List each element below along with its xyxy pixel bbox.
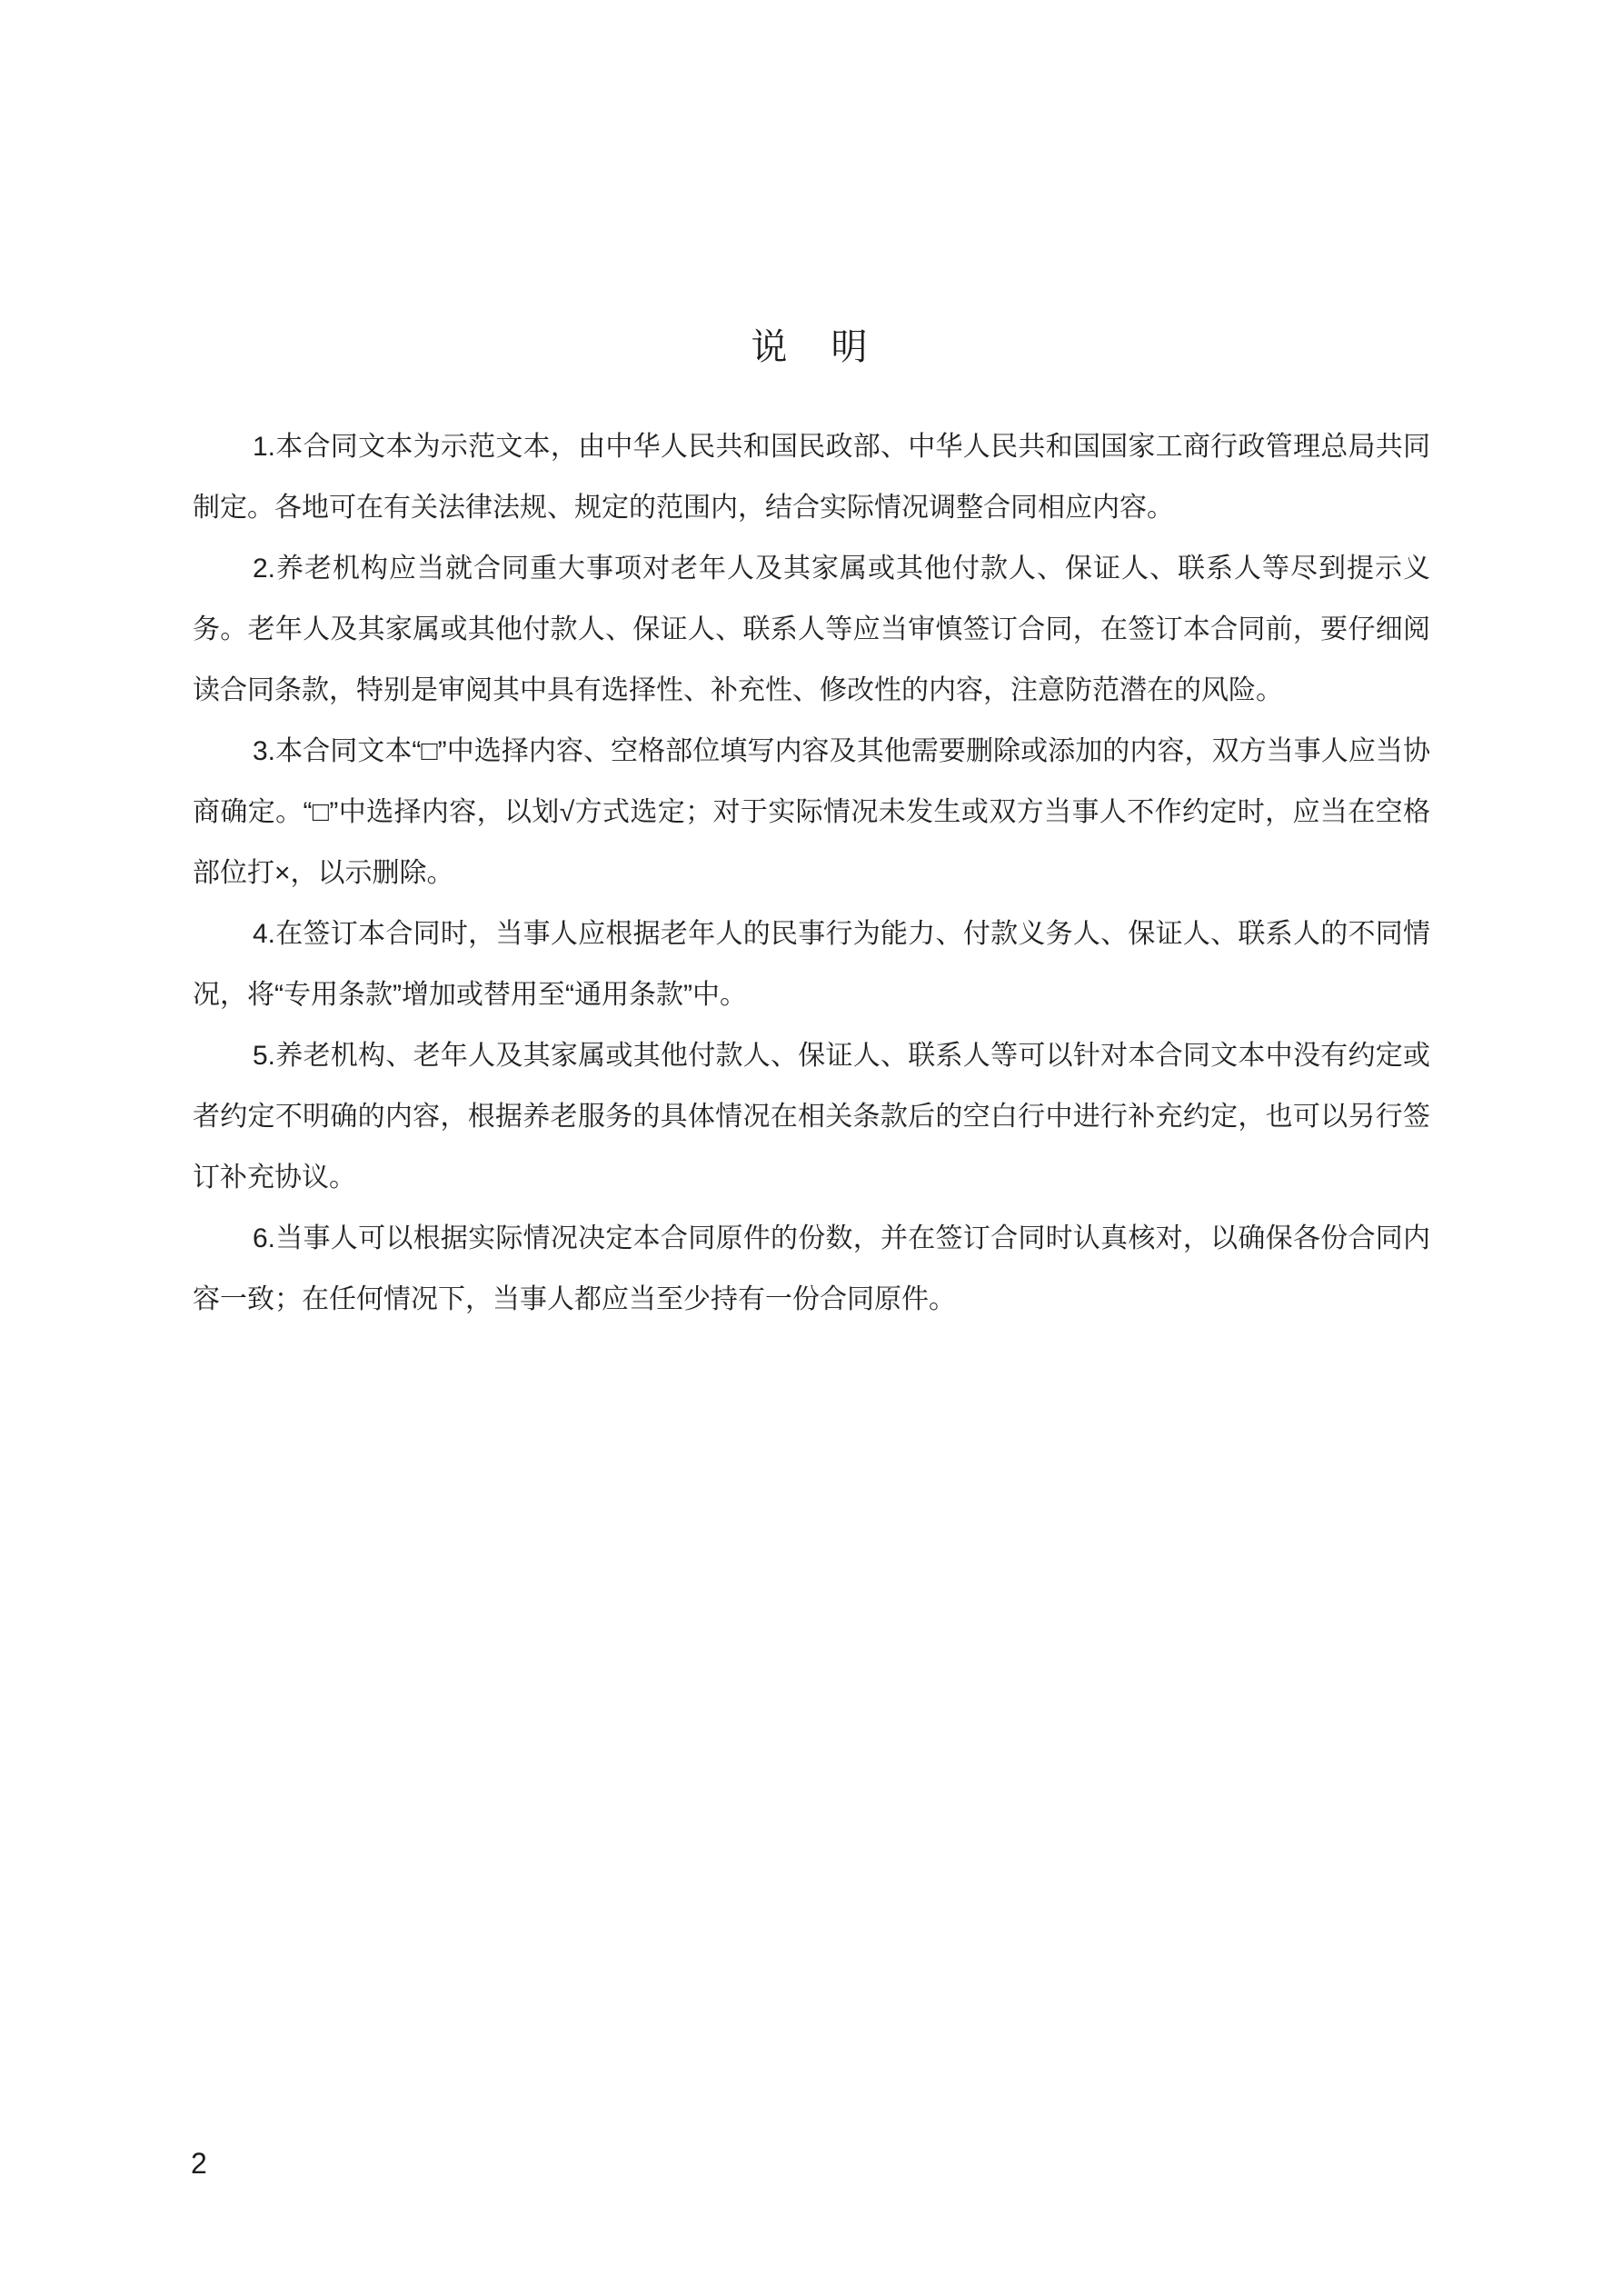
paragraph-2: 2.养老机构应当就合同重大事项对老年人及其家属或其他付款人、保证人、联系人等尽到提示义务。老年人及其家属或其他付款人、保证人、联系人等应当审慎签订合同，在签订本合同前，要仔细阅读合同条款，特别是审阅其中具有选择性、补充性、修改性的内容，注意防范潜在的风险。 <box>193 554 1430 705</box>
paragraph-3: 3.本合同文本“□”中选择内容、空格部位填写内容及其他需要删除或添加的内容，双方当事人应当协商确定。“□”中选择内容，以划√方式选定；对于实际情况未发生或双方当事人不作约定时，应当在空格部位打×，以示删除。 <box>193 736 1430 888</box>
document-body <box>193 416 1430 1330</box>
paragraph-1: 1.本合同文本为示范文本，由中华人民共和国民政部、中华人民共和国国家工商行政管理总局共同制定。各地可在有关法律法规、规定的范围内，结合实际情况调整合同相应内容。 <box>193 432 1430 523</box>
paragraph-6: 6.当事人可以根据实际情况决定本合同原件的份数，并在签订合同时认真核对，以确保各份合同内容一致；在任何情况下，当事人都应当至少持有一份合同原件。 <box>193 1223 1430 1314</box>
page-title: 说 明 <box>751 327 871 367</box>
paragraph-4: 4.在签订本合同时，当事人应根据老年人的民事行为能力、付款义务人、保证人、联系人的不同情况，将“专用条款”增加或替用至“通用条款”中。 <box>193 919 1430 1010</box>
page-number: 2 <box>191 2147 207 2180</box>
paragraph-5: 5.养老机构、老年人及其家属或其他付款人、保证人、联系人等可以针对本合同文本中没有约定或者约定不明确的内容，根据养老服务的具体情况在相关条款后的空白行中进行补充约定，也可以另行签订补充协议。 <box>193 1041 1430 1193</box>
